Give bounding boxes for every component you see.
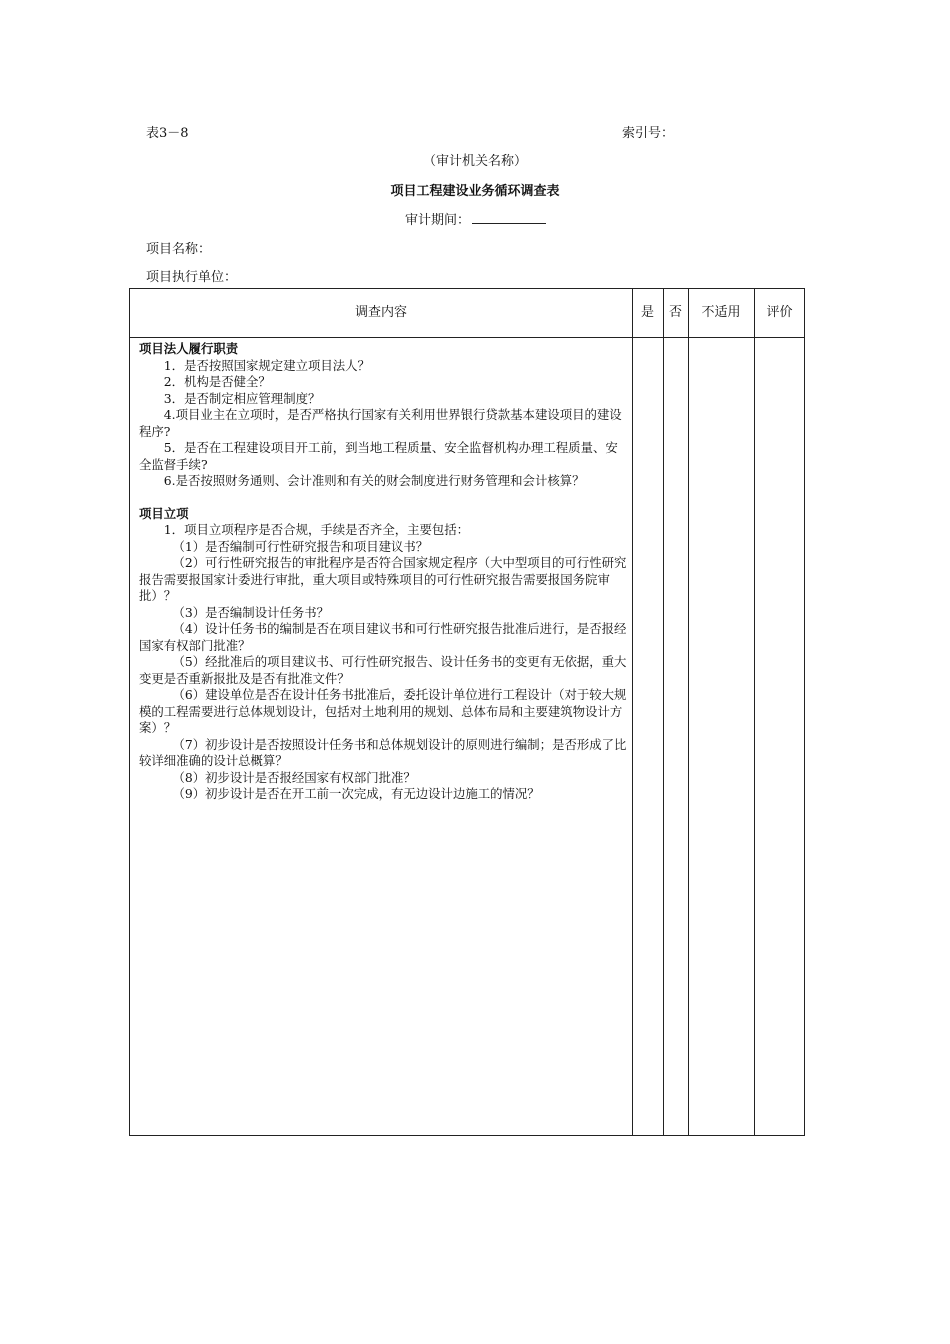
survey-item: 2．机构是否健全？ [163,374,271,389]
column-header-na: 不适用 [701,305,741,320]
header-divider [130,337,804,338]
survey-subitem: （3）是否编制设计任务书？ [172,604,330,620]
survey-content [139,341,627,803]
survey-subitem: （6）建设单位是否在设计任务书批准后，委托设计单位进行工程设计（对于较大规模的工程需要进行总体规划设计，包括对土地利用的规划、总体布局和主要建筑物设计方案）？ [139,687,627,735]
page-title: 项目工程建设业务循环调查表 [390,184,560,199]
survey-item: 1．项目立项程序是否合规，手续是否齐全，主要包括： [163,522,470,537]
survey-item: 6.是否按照财务通则、会计准则和有关的财会制度进行财务管理和会计核算？ [163,473,585,488]
survey-subitem: （8）初步设计是否报经国家有权部门批准？ [172,769,416,785]
survey-item: 5．是否在工程建设项目开工前，到当地工程质量、安全监督机构办理工程质量、安全监督手续? [139,440,618,472]
survey-subitem: （5）经批准后的项目建议书、可行性研究报告、设计任务书的变更有无依据，重大变更是否重新报批及是否有批准文件？ [139,654,627,686]
column-divider [754,289,755,1135]
survey-table [129,288,805,1136]
audit-agency-name: （审计机关名称） [422,154,527,169]
project-unit-label: 项目执行单位： [146,270,238,285]
survey-item: 1．是否按照国家规定建立项目法人？ [163,357,370,373]
survey-subitem: （2）可行性研究报告的审批程序是否符合国家规定程序（大中型项目的可行性研究报告需要报国家计委进行审批，重大项目或特殊项目的可行性研究报告需要报国务院审批）？ [139,555,627,603]
table-number: 表3－8 [146,126,189,141]
section-title: 项目立项 [139,505,189,521]
survey-subitem: （9）初步设计是否在开工前一次完成，有无边设计边施工的情况？ [172,786,540,801]
column-divider [632,289,633,1135]
column-header-content: 调查内容 [354,305,407,320]
column-divider [688,289,689,1135]
project-name-label: 项目名称： [146,242,212,257]
survey-item: 3．是否制定相应管理制度？ [163,390,321,406]
column-header-yes: 是 [640,305,654,320]
index-number-label: 索引号： [622,126,675,141]
column-divider [663,289,664,1135]
survey-subitem: （7）初步设计是否按照设计任务书和总体规划设计的原则进行编制；是否形成了比较详细准确的设计总概算？ [139,736,627,768]
survey-item: 4.项目业主在立项时，是否严格执行国家有关利用世界银行贷款基本建设项目的建设程序? [139,407,622,439]
column-header-eval: 评价 [766,305,793,320]
survey-subitem: （4）设计任务书的编制是否在项目建议书和可行性研究报告批准后进行，是否报经国家有权部门批准？ [139,621,627,653]
section-title: 项目法人履行职责 [139,341,239,356]
audit-period-label: 审计期间： [405,213,471,228]
audit-period-blank[interactable] [472,211,546,224]
survey-subitem: （1）是否编制可行性研究报告和项目建议书？ [172,538,429,554]
section-gap [139,490,627,506]
audit-period [405,209,546,228]
column-header-no: 否 [668,305,682,320]
